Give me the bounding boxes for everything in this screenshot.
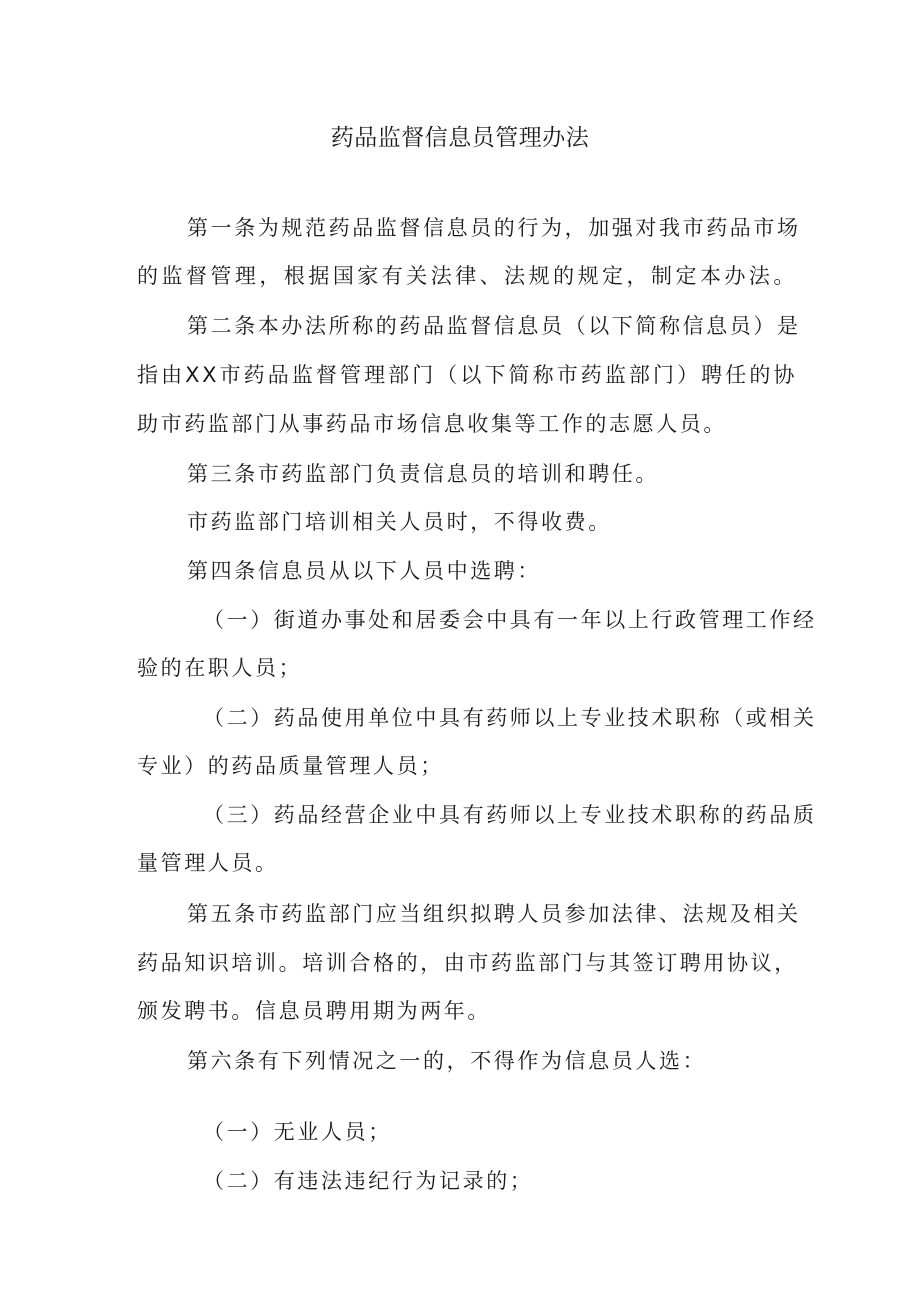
article-4-item-2-line-2: 专业）的药品质量管理人员； [137, 754, 444, 778]
article-6-line-1: 第六条有下列情况之一的，不得作为信息员人选： [187, 1049, 707, 1073]
article-5-line-2: 药品知识培训。培训合格的，由市药监部门与其签订聘用协议， [137, 951, 798, 975]
article-4-item-1-line-1: （一）街道办事处和居委会中具有一年以上行政管理工作经 [203, 608, 817, 632]
article-1-line-2: 的监督管理，根据国家有关法律、法规的规定，制定本办法。 [137, 264, 797, 288]
article-2-line-2: 指由XX市药品监督管理部门（以下简称市药监部门）聘任的协 [137, 363, 797, 387]
article-3-line-2: 市药监部门培训相关人员时，不得收费。 [187, 510, 612, 534]
article-4-item-1-line-2: 验的在职人员； [137, 656, 303, 680]
article-1-line-1: 第一条为规范药品监督信息员的行为，加强对我市药品市场 [187, 216, 801, 240]
article-5-line-3: 颁发聘书。信息员聘用期为两年。 [137, 999, 491, 1023]
article-6-item-1: （一）无业人员； [203, 1120, 392, 1144]
article-4-item-2-line-1: （二）药品使用单位中具有药师以上专业技术职称（或相关 [203, 706, 817, 730]
article-2-line-1: 第二条本办法所称的药品监督信息员（以下简称信息员）是 [187, 314, 801, 338]
article-2-line-3: 助市药监部门从事药品市场信息收集等工作的志愿人员。 [137, 412, 727, 436]
article-4-line-1: 第四条信息员从以下人员中选聘： [187, 559, 541, 583]
article-6-item-2: （二）有违法违纪行为记录的； [203, 1169, 534, 1193]
document-title: 药品监督信息员管理办法 [330, 125, 590, 151]
article-4-item-3-line-2: 量管理人员。 [137, 851, 279, 875]
article-3-line-1: 第三条市药监部门负责信息员的培训和聘任。 [187, 462, 659, 486]
article-4-item-3-line-1: （三）药品经营企业中具有药师以上专业技术职称的药品质 [203, 803, 817, 827]
article-5-line-1: 第五条市药监部门应当组织拟聘人员参加法律、法规及相关 [187, 902, 801, 926]
